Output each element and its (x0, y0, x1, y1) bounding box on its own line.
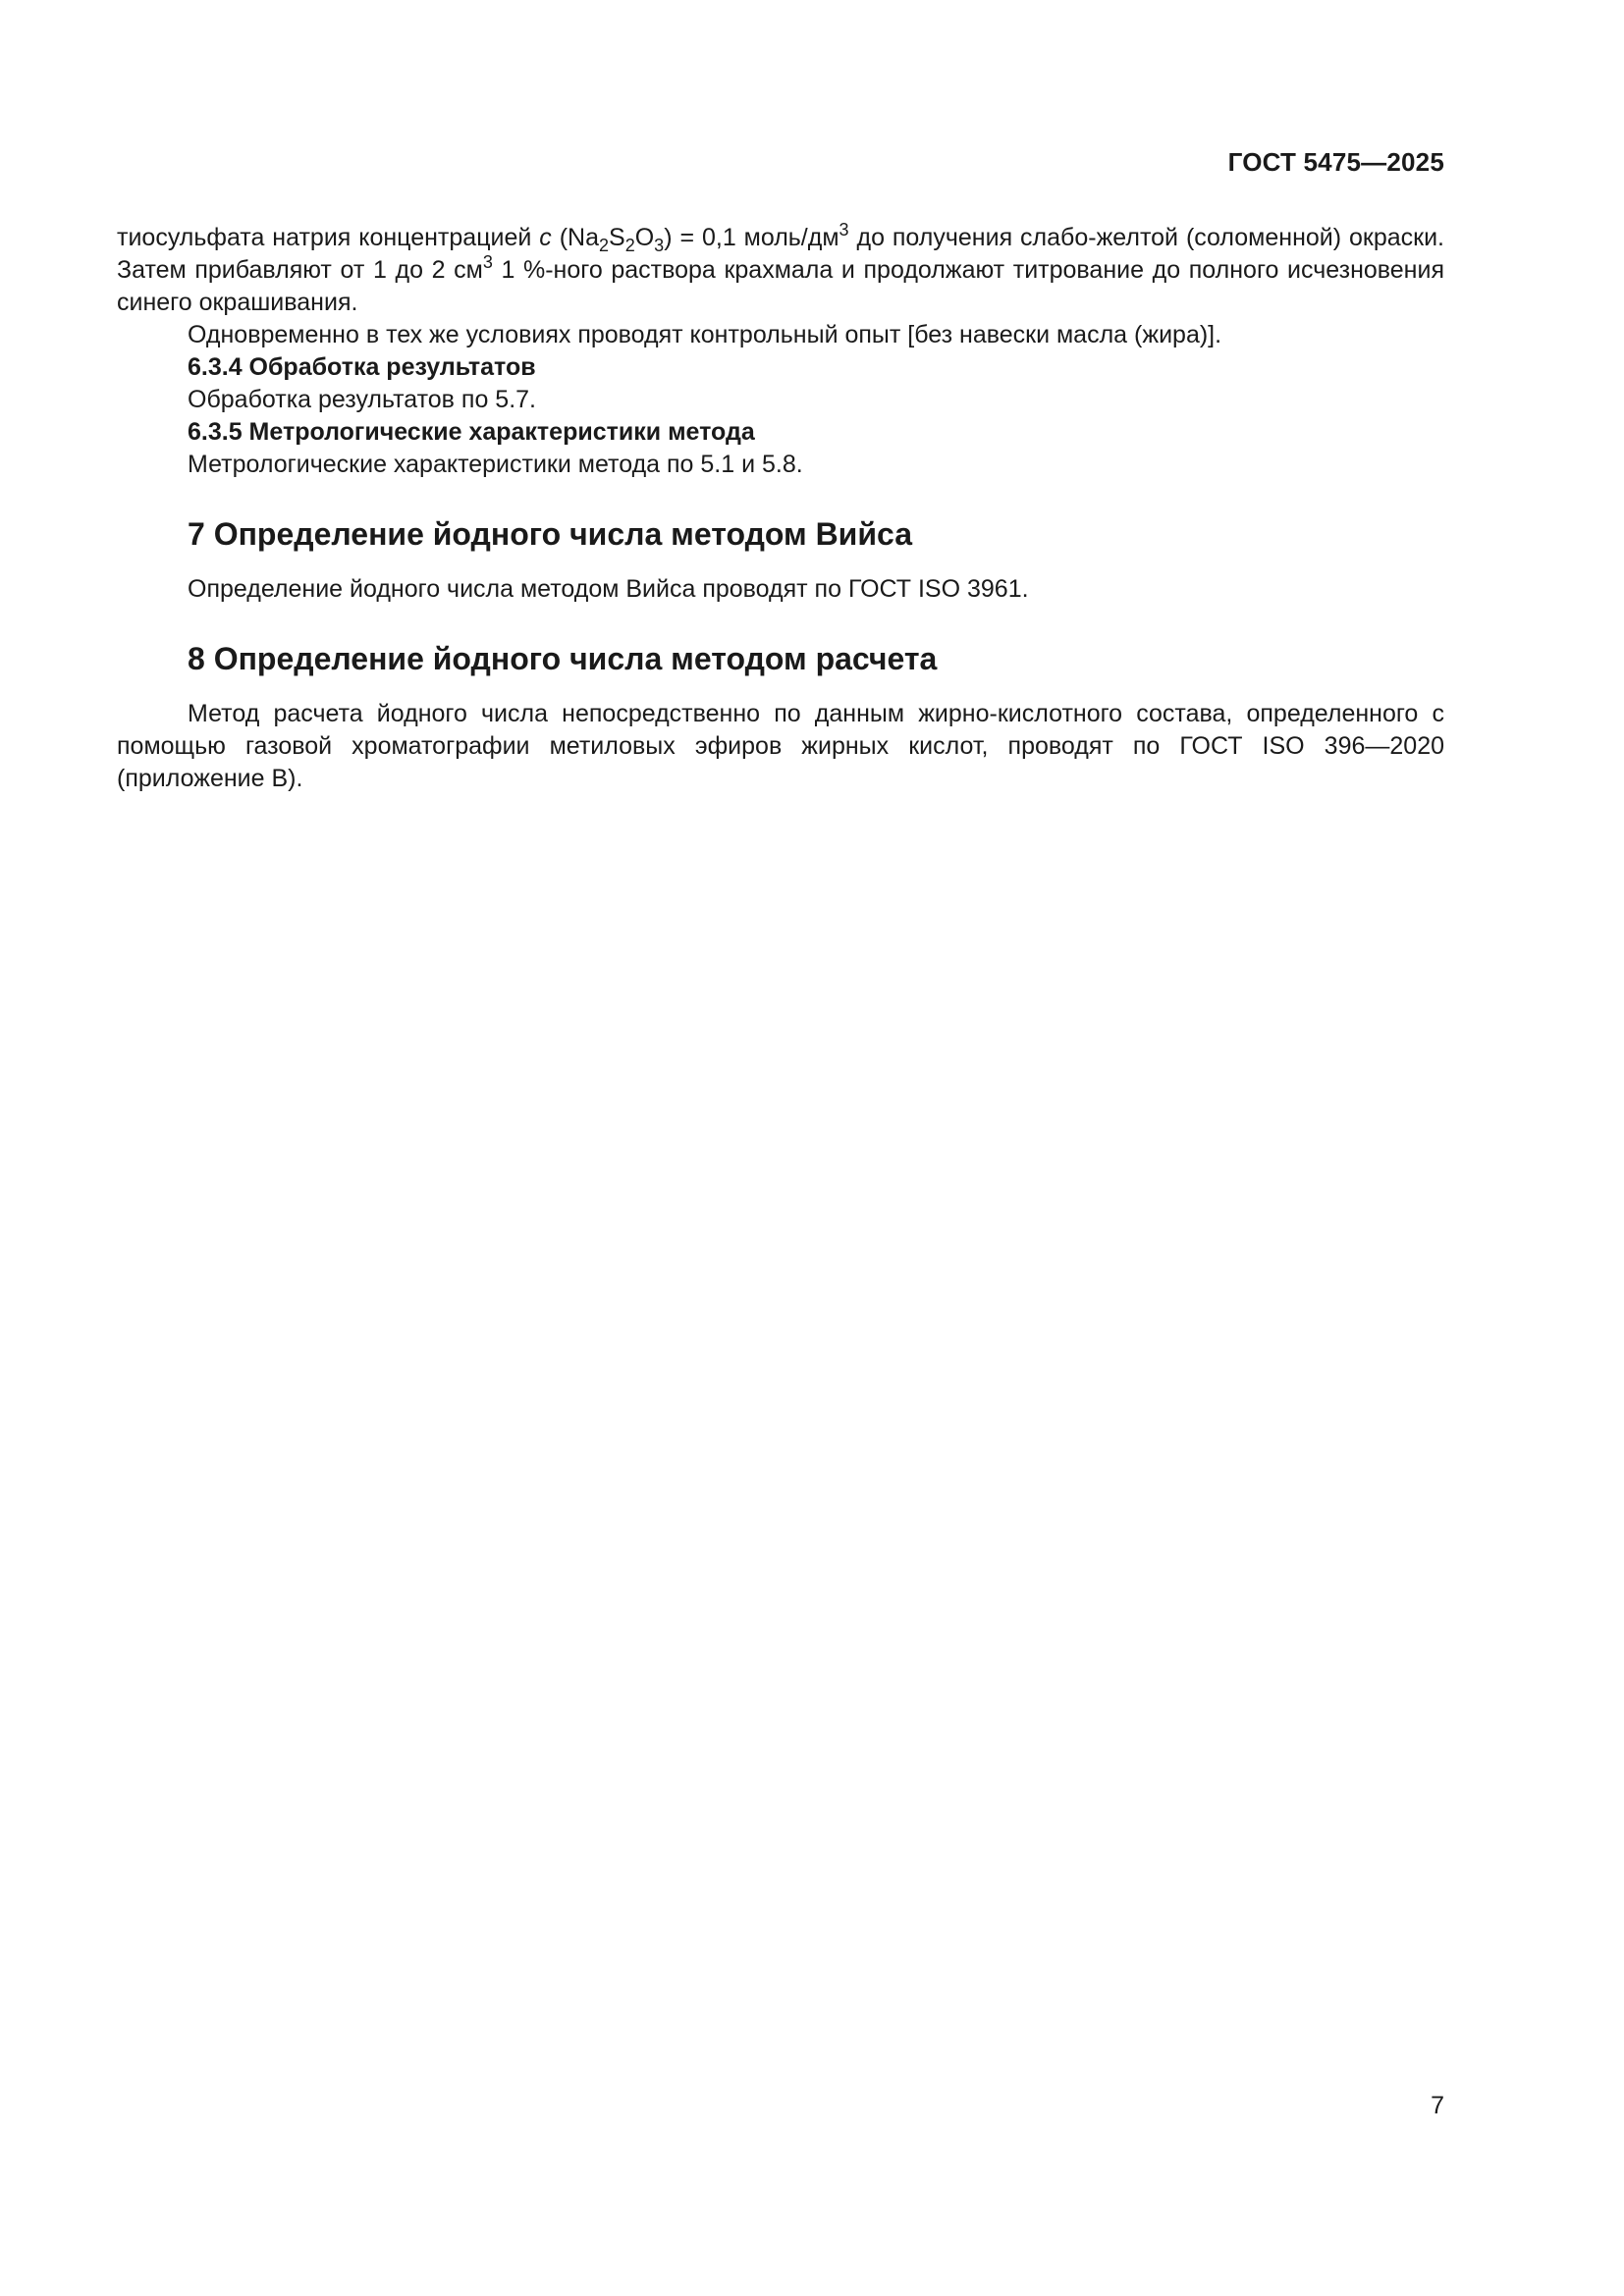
paragraph-titration: тиосульфата натрия концентрацией c $(Na_2S_2O_3) = 0,1$ моль/$дм^3$ до получения слабо-желтой (соломенной) окраски. Затем прибавляют от 1 до 2 $см^3$ 1 %-ного раствора крахмала и продолжают титрование до полного исчезновения синего окрашивания. (117, 220, 1444, 316)
paragraph-control-experiment: Одновременно в тех же условиях проводят контрольный опыт [без навески масла (жира)]. (188, 321, 1222, 348)
subsection-title-6-3-5: 6.3.5 Метрологические характеристики метода (188, 418, 755, 446)
document-code-header: ГОСТ 5475—2025 (1227, 147, 1444, 177)
subsection-text-6-3-4: Обработка результатов по 5.7. (188, 386, 536, 413)
section-title-7: 7 Определение йодного числа методом Вийса (188, 516, 912, 552)
subsection-title-6-3-4: 6.3.4 Обработка результатов (188, 353, 536, 381)
subsection-text-6-3-5: Метрологические характеристики метода по 5.1 и 5.8. (188, 451, 803, 478)
spacer (117, 554, 1444, 573)
section-text-8: Метод расчета йодного числа непосредственно по данным жирно-кислотного состава, определенного с помощью газовой хроматографии метиловых эфиров жирных кислот, проводят по ГОСТ ISO 396—2020 (приложение В). (117, 700, 1444, 792)
document-body (117, 222, 1444, 795)
spacer (117, 481, 1444, 514)
concentration-symbol: c (539, 224, 552, 251)
spacer (117, 678, 1444, 698)
section-text-7: Определение йодного числа методом Вийса проводят по ГОСТ ISO 3961. (188, 575, 1029, 603)
page-number: 7 (1431, 2092, 1444, 2119)
spacer (117, 606, 1444, 639)
section-title-8: 8 Определение йодного числа методом расчета (188, 641, 938, 676)
